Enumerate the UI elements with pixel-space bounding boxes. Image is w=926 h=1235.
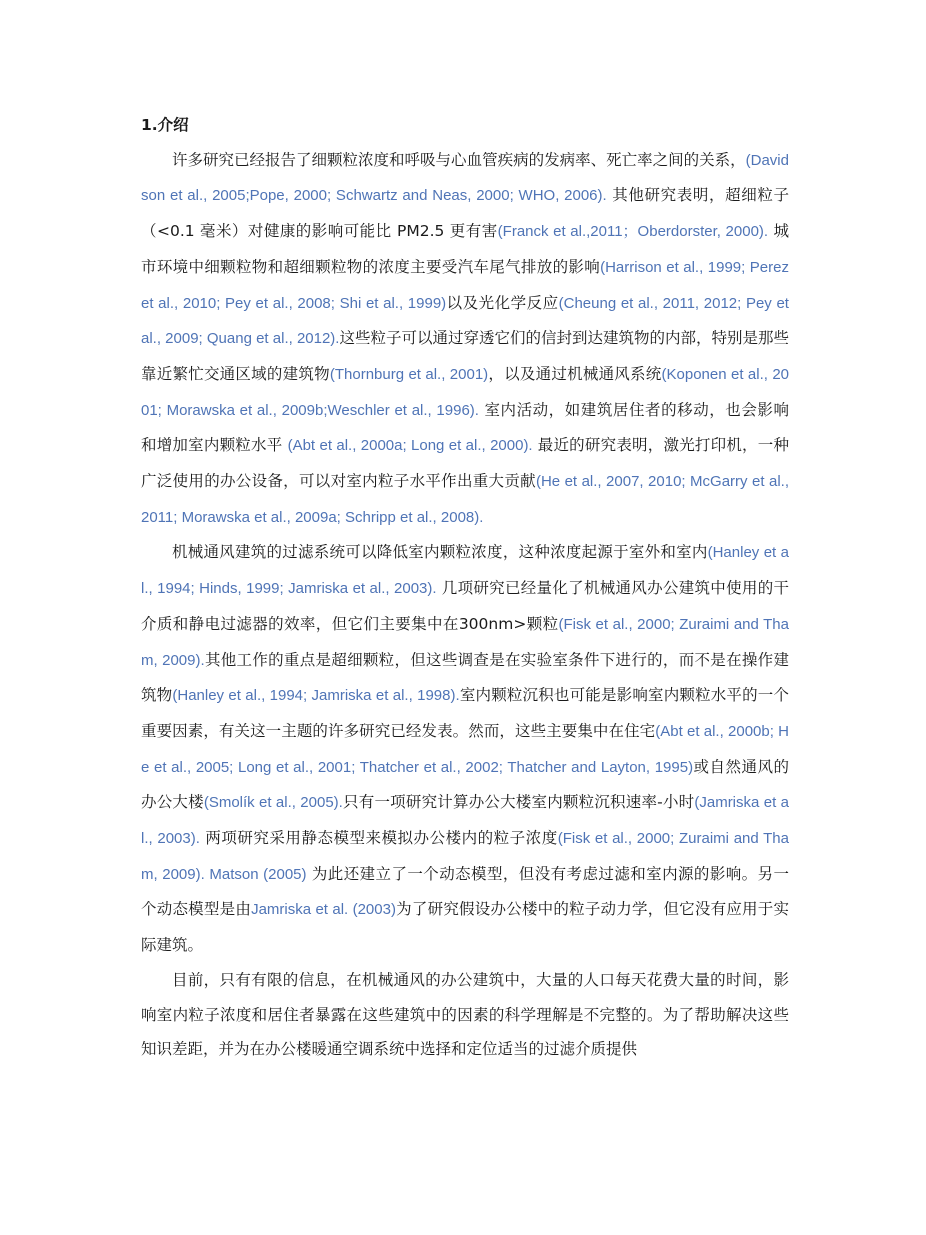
body-text (141, 143, 789, 1067)
document-page (141, 108, 789, 1067)
citation-link[interactable]: (Hanley et al., 1994; Hinds, 1999; Jamriska et al., 2003). (141, 544, 789, 598)
paragraph-text: 以及光化学反应 (446, 293, 559, 312)
citation-link[interactable]: (Davidson et al., 2005;Pope, 2000; Schwartz and Neas, 2000; WHO, 2006). (141, 151, 789, 205)
paragraph (141, 535, 789, 962)
citation-link[interactable]: (Abt et al., 2000a; Long et al., 2000). (287, 437, 533, 455)
paragraph-text: 两项研究采用静态模型来模拟办公楼内的粒子浓度 (199, 829, 558, 848)
citation-link[interactable]: (Koponen et al., 2001; Morawska et al., 2009b;Weschler et al., 1996). (141, 365, 790, 419)
citation-link[interactable]: (Abt et al., 2000b; He et al., 2005; Long et al., 2001; Thatcher et al., 2002; Thatcher and Layton, 1995) (141, 722, 789, 776)
paragraph (141, 963, 789, 1067)
citation-link[interactable]: (Fisk et al., 2000; Zuraimi and Tham, 2009). (141, 615, 789, 669)
citation-link[interactable]: (Harrison et al., 1999; Perez et al., 2010; Pey et al., 2008; Shi et al., 1999) (141, 258, 789, 312)
section-heading: 1.介绍 (141, 116, 189, 134)
paragraph (141, 143, 789, 536)
paragraph-text: 这些粒子可以通过穿透它们的信封到达建筑物的内部，特别是那些靠近繁忙交通区域的建筑物 (141, 329, 789, 383)
paragraph-text: 机械通风建筑的过滤系统可以降低室内颗粒浓度，这种浓度起源于室外和室内 (172, 543, 708, 562)
paragraph-text: 其他研究表明，超细粒子（<0.1 毫米）对健康的影响可能比 PM2.5 更有害 (141, 186, 789, 241)
paragraph-text: 室内活动，如建筑居住者的移动，也会影响和增加室内颗粒水平 (141, 400, 789, 455)
citation-link[interactable]: (He et al., 2007, 2010; McGarry et al., 2011; Morawska et al., 2009a; Schripp et al., 2008). (141, 473, 789, 526)
paragraph-text: 几项研究已经量化了机械通风办公建筑中使用的干介质和静电过滤器的效率，但它们主要集中在300nm>颗粒 (141, 579, 789, 633)
paragraph-text: 只有一项研究计算办公大楼室内颗粒沉积速率-小时 (342, 793, 695, 812)
paragraph-text: 室内颗粒沉积也可能是影响室内颗粒水平的一个重要因素，有关这一主题的许多研究已经发表。然而，这些主要集中在住宅 (141, 686, 789, 740)
citation-link[interactable]: Jamriska et al. (2003) (251, 901, 396, 919)
paragraph-text: 目前，只有有限的信息，在机械通风的办公建筑中，大量的人口每天花费大量的时间，影响室内粒子浓度和居住者暴露在这些建筑中的因素的科学理解是不完整的。为了帮助解决这些知识差距，并为在办公楼暖通空调系统中选择和定位适当的过滤介质提供 (141, 970, 789, 1059)
citation-link[interactable]: (Jamriska et al., 2003). (141, 794, 789, 848)
paragraph-text: 许多研究已经报告了细颗粒浓度和呼吸与心血管疾病的发病率、死亡率之间的关系， (172, 150, 746, 169)
paragraph-text: 城市环境中细颗粒物和超细颗粒物的浓度主要受汽车尾气排放的影响 (141, 222, 789, 276)
paragraph-text: 或自然通风的办公大楼 (141, 757, 789, 812)
citation-link[interactable]: (Thornburg et al., 2001) (329, 365, 489, 383)
citation-link[interactable]: (Smolík et al., 2005). (203, 794, 343, 812)
paragraph-text: ，以及通过机械通风系统 (488, 364, 662, 383)
paragraph-text: 最近的研究表明，激光打印机，一种广泛使用的办公设备，可以对室内粒子水平作出重大贡献 (141, 436, 789, 491)
paragraph-text: 为此还建立了一个动态模型，但没有考虑过滤和室内源的影响。另一个动态模型是由 (141, 864, 790, 919)
citation-link[interactable]: (Franck et al.,2011；Oberdorster, 2000). (497, 223, 769, 241)
citation-link[interactable]: (Fisk et al., 2000; Zuraimi and Tham, 2009). Matson (2005) (141, 830, 789, 883)
citation-link[interactable]: (Cheung et al., 2011, 2012; Pey et al., 2009; Quang et al., 2012). (141, 294, 789, 348)
paragraph-text: 其他工作的重点是超细颗粒，但这些调查是在实验室条件下进行的，而不是在操作建筑物 (141, 650, 789, 705)
paragraph-text: 为了研究假设办公楼中的粒子动力学，但它没有应用于实际建筑。 (141, 900, 789, 955)
citation-link[interactable]: (Hanley et al., 1994; Jamriska et al., 1998). (172, 687, 460, 705)
